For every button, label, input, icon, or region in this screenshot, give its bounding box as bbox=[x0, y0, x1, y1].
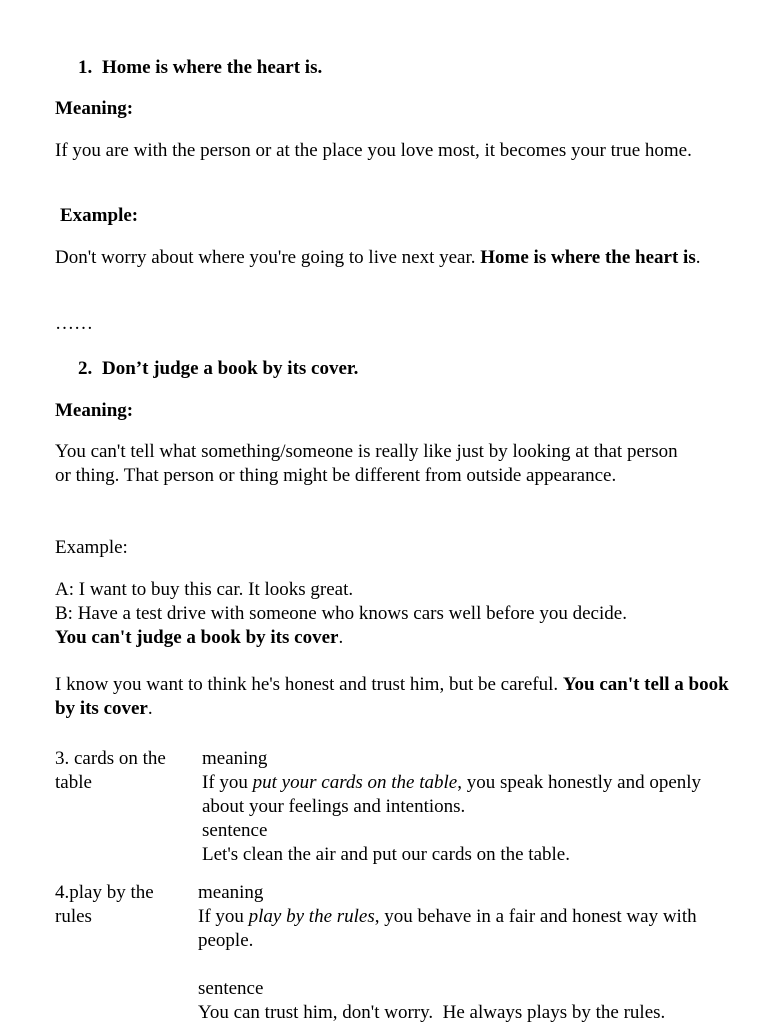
idiom-3-meaning-pre: If you bbox=[202, 772, 253, 793]
idiom-4-meaning bbox=[198, 905, 713, 953]
idiom-2-meaning-label: Meaning: bbox=[55, 400, 134, 421]
idiom-3-label: 3. cards on the table bbox=[55, 748, 166, 793]
idiom-4-meaning-italic: play by the rules bbox=[248, 906, 375, 927]
idiom-1-example-end: . bbox=[695, 247, 701, 268]
idiom-3-body bbox=[202, 747, 712, 867]
idiom-1-example bbox=[55, 246, 705, 270]
idiom-4-label: 4.play by the rules bbox=[55, 882, 154, 927]
idiom-1-meaning-label: Meaning: bbox=[55, 98, 134, 119]
idiom-1-example-bold: Home is where the heart is bbox=[480, 247, 696, 268]
idiom-2-sentence bbox=[55, 673, 735, 721]
idiom-1-heading bbox=[78, 56, 322, 80]
dialogue-bold: You can't judge a book by its cover bbox=[55, 627, 339, 648]
idiom-2-heading bbox=[78, 357, 358, 381]
idiom-3-meaning-italic: put your cards on the table bbox=[252, 772, 458, 793]
idiom-4-body bbox=[198, 881, 713, 1025]
idiom-4-spacer bbox=[198, 953, 713, 977]
idiom-2-example-label: Example: bbox=[55, 537, 128, 558]
idiom-2-sentence-text: I know you want to think he's honest and trust him, but be careful. bbox=[55, 674, 563, 695]
idiom-1-example-label: Example: bbox=[60, 205, 139, 226]
idiom-2-number: 2. bbox=[78, 358, 93, 379]
idiom-2-sentence-bold: You can't tell a book by its cover bbox=[55, 674, 729, 719]
idiom-3-sentence-text: Let's clean the air and put our cards on the table. bbox=[202, 844, 570, 865]
idiom-1-meaning-text: If you are with the person or at the place you love most, it becomes your true home. bbox=[55, 140, 692, 161]
dialogue-end: . bbox=[338, 627, 344, 648]
idiom-2-title: Don’t judge a book by its cover. bbox=[102, 358, 359, 379]
idiom-3-meaning bbox=[202, 771, 712, 819]
idiom-4-meaning-post: , you behave in a fair and honest way with people. bbox=[198, 906, 697, 951]
idiom-1-title: Home is where the heart is. bbox=[102, 57, 323, 78]
idiom-4-meaning-pre: If you bbox=[198, 906, 249, 927]
idiom-1-example-text: Don't worry about where you're going to live next year. bbox=[55, 247, 481, 268]
idiom-4-meaning-label: meaning bbox=[198, 882, 264, 903]
idiom-3-sentence-label: sentence bbox=[202, 820, 268, 841]
idiom-2-dialogue bbox=[55, 578, 735, 650]
idiom-2-meaning-text: You can't tell what something/someone is really like just by looking at that person or thing. That person or thing might be different from outside appearance. bbox=[55, 441, 678, 486]
idiom-3-meaning-label: meaning bbox=[202, 748, 268, 769]
idiom-1-number: 1. bbox=[78, 57, 93, 78]
idiom-4-sentence-label: sentence bbox=[198, 978, 264, 999]
idiom-2-sentence-end: . bbox=[147, 698, 153, 719]
separator: …… bbox=[55, 313, 93, 334]
dialogue-conclusion bbox=[55, 626, 735, 650]
idiom-3-meaning-post: , you speak honestly and openly about your feelings and intentions. bbox=[202, 772, 702, 817]
idiom-4-sentence-text: You can trust him, don't worry. He always plays by the rules. bbox=[198, 1002, 666, 1023]
dialogue-line-b: B: Have a test drive with someone who knows cars well before you decide. bbox=[55, 603, 627, 624]
dialogue-line-a: A: I want to buy this car. It looks great. bbox=[55, 579, 354, 600]
